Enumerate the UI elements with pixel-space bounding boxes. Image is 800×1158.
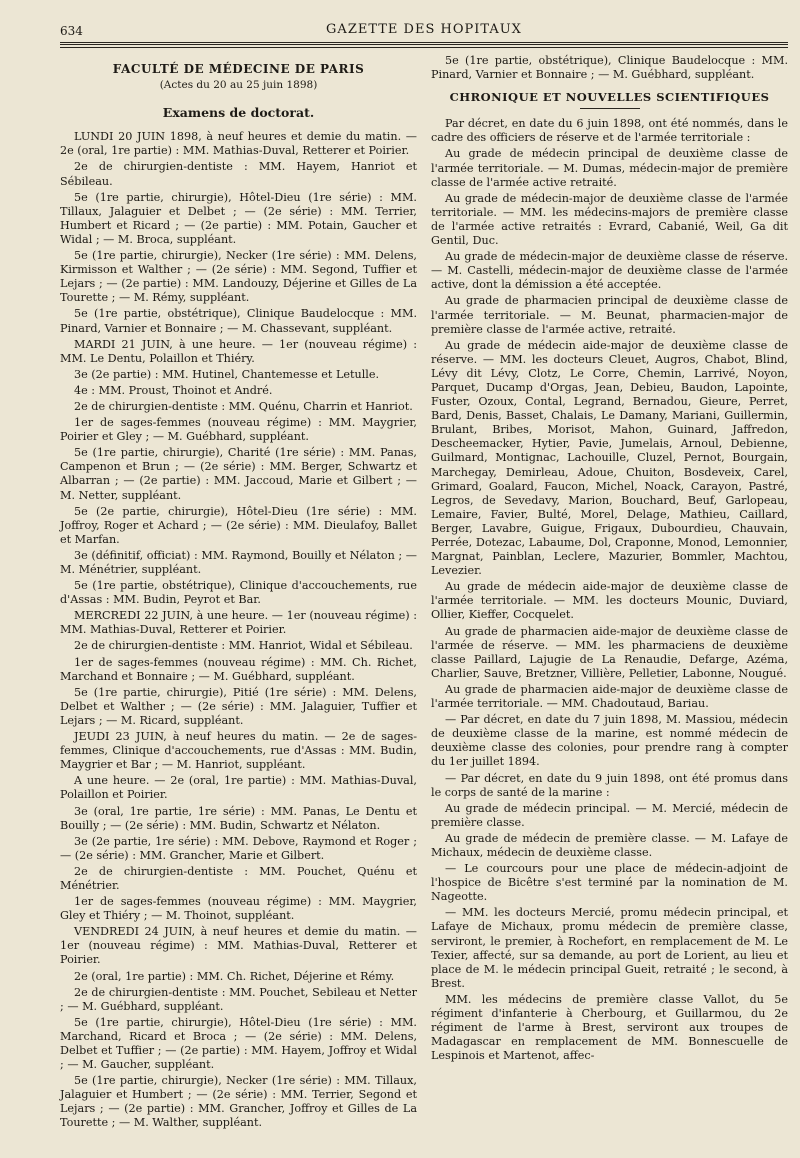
paragraph: 2e de chirurgien-dentiste : MM. Hayem, Hanriot et Sébileau. [60,160,417,188]
masthead: GAZETTE DES HOPITAUX [326,22,522,37]
paragraph: 5e (1re partie, chirurgie), Hôtel-Dieu (1re série) : MM. Marchand, Ricard et Broca ; — (2e série) : MM. Delens, Delbet et Tuffier ; — (2e partie) : MM. Hayem, Joffroy et Widal ; — M. Gaucher, suppléant. [60,1015,417,1072]
chronique-paragraphs [431,117,788,1063]
paragraph: 3e (oral, 1re partie, 1re série) : MM. Panas, Le Dentu et Bouilly ; — (2e série) : MM. Budin, Schwartz et Nélaton. [60,804,417,832]
paragraph: Au grade de pharmacien aide-major de deuxième classe de l'armée de réserve. — MM. les pharmaciens de deuxième classe Paillard, Lajugie de La Renaudie, Defarge, Azéma, Charlier, Sauve, Bretzner, Villière, Pelletier, Labonne, Nougué. [431,624,788,680]
chronique-heading: CHRONIQUE ET NOUVELLES SCIENTIFIQUES [449,90,770,105]
paragraph: Au grade de médecin principal de deuxième classe de l'armée territoriale. — M. Dumas, médecin-major de première classe de l'armée active retraité. [431,147,788,189]
paragraph: 5e (1re partie, chirurgie), Necker (1re série) : MM. Tillaux, Jalaguier et Humbert ; — (2e série) : MM. Terrier, Segond et Lejars ; — (2e partie) : MM. Grancher, Joffroy et Gilles de La Tourette ; — M. Walther, suppléant. [60,1074,417,1130]
exams-heading: Examens de doctorat. [162,105,315,121]
paragraph: 5e (1re partie, chirurgie), Necker (1re série) : MM. Delens, Kirmisson et Walther ; — (2e série) : MM. Segond, Tuffier et Lejars ; — (2e partie) : MM. Landouzy, Déjerine et Gilles de La Tourette ; — M. Rémy, suppléant. [60,249,417,305]
paragraph: Par décret, en date du 6 juin 1898, ont été nommés, dans le cadre des officiers de réserve et de l'armée territoriale : [431,117,788,145]
paragraph: JEUDI 23 JUIN, à neuf heures du matin. — 2e de sages-femmes, Clinique d'accouchements, rue d'Assas : MM. Budin, Maygrier et Bar ; — M. Hanriot, suppléant. [60,730,417,772]
paragraph: 1er de sages-femmes (nouveau régime) : MM. Maygrier, Gley et Thiéry ; — M. Thoinot, suppléant. [60,895,417,923]
paragraph: — MM. les docteurs Mercié, promu médecin principal, et Lafaye de Michaux, promu médecin de première classe, serviront, le premier, à Rochefort, en remplacement de M. Le Texier, affecté, sur sa demande, au port de Lorient, au lieu et place de M. le médecin principal Gueit, retraité ; le second, à Brest. [431,906,788,990]
paragraph: 3e (2e partie, 1re série) : MM. Debove, Raymond et Roger ; — (2e série) : MM. Grancher, Marie et Gilbert. [60,834,417,862]
paragraph: 2e de chirurgien-dentiste : MM. Hanriot, Widal et Sébileau. [74,639,413,653]
paragraph: Au grade de médecin principal. — M. Mercié, médecin de première classe. [431,801,788,829]
paragraph: 5e (1re partie, chirurgie), Pitié (1re série) : MM. Delens, Delbet et Walther ; — (2e série) : MM. Jalaguier, Tuffier et Lejars ; — M. Ricard, suppléant. [60,685,417,727]
header-rule [60,42,788,45]
paragraph: Au grade de médecin-major de deuxième classe de l'armée territoriale. — MM. les médecins-majors de première classe de l'armée active retraités : Evrard, Cabanié, Weil, Ga dit Gentil, Duc. [431,191,788,248]
continued-paragraph: 5e (1re partie, obstétrique), Clinique Baudelocque : MM. Pinard, Varnier et Bonnaire ; — M. Guébhard, suppléant. [431,54,788,82]
section-rule [580,108,640,109]
faculty-title: FACULTÉ DE MÉDECINE DE PARIS [112,62,365,76]
acts-subtitle: (Actes du 20 au 25 juin 1898) [159,79,318,92]
paragraph: Au grade de pharmacien aide-major de deuxième classe de l'armée territoriale. — MM. Chadoutaud, Bariau. [431,682,788,711]
paragraph: MERCREDI 22 JUIN, à une heure. — 1er (nouveau régime) : MM. Mathias-Duval, Retterer et Poirier. [60,609,417,637]
paragraph: 2e de chirurgien-dentiste : MM. Pouchet, Quénu et Ménétrier. [60,864,417,892]
paragraph: — Le courcours pour une place de médecin-adjoint de l'hospice de Bicêtre s'est terminé par la nomination de M. Nageotte. [431,862,788,904]
paragraph: 5e (1re partie, obstétrique), Clinique Baudelocque : MM. Pinard, Varnier et Bonnaire ; — M. Chassevant, suppléant. [60,307,417,335]
paragraph: Au grade de médecin de première classe. — M. Lafaye de Michaux, médecin de deuxième classe. [431,831,788,859]
right-column [431,54,788,1133]
paragraph: 2e (oral, 1re partie) : MM. Ch. Richet, Déjerine et Rémy. [74,969,395,983]
paragraph: Au grade de pharmacien principal de deuxième classe de l'armée territoriale. — M. Beunat, pharmacien-major de première classe de l'armée active, retraité. [431,294,788,336]
paragraph: 5e (1re partie, chirurgie), Charité (1re série) : MM. Panas, Campenon et Brun ; — (2e série) : MM. Berger, Schwartz et Albarran ; — (2e partie) : MM. Jaccoud, Marie et Gilbert ; — M. Netter, suppléant. [60,446,417,502]
exam-paragraphs [60,130,417,1130]
paragraph: 3e (2e partie) : MM. Hutinel, Chantemesse et Letulle. [74,367,380,381]
paragraph: 3e (définitif, officiat) : MM. Raymond, Bouilly et Nélaton ; — M. Ménétrier, suppléant. [60,548,417,576]
paragraph: Au grade de médecin-major de deuxième classe de réserve. — M. Castelli, médecin-major de deuxième classe de l'armée active, dont la démission a été acceptée. [431,250,788,292]
paragraph: 2e de chirurgien-dentiste : MM. Quénu, Charrin et Hanriot. [74,399,413,413]
paragraph: LUNDI 20 JUIN 1898, à neuf heures et demie du matin. — 2e (oral, 1re partie) : MM. Mathias-Duval, Retterer et Poirier. [60,130,417,158]
paragraph: VENDREDI 24 JUIN, à neuf heures et demie du matin. — 1er (nouveau régime) : MM. Mathias-Duval, Retterer et Poirier. [60,925,417,967]
paragraph: 5e (2e partie, chirurgie), Hôtel-Dieu (1re série) : MM. Joffroy, Roger et Achard ; — (2e série) : MM. Dieulafoy, Ballet et Marfan. [60,504,417,546]
paragraph: 5e (1re partie, obstétrique), Clinique d'accouchements, rue d'Assas : MM. Budin, Peyrot et Bar. [60,579,417,607]
columns [60,54,788,1133]
paragraph: 4e : MM. Proust, Thoinot et André. [74,383,273,397]
paragraph: Au grade de médecin aide-major de deuxième classe de réserve. — MM. les docteurs Cleuet, Augros, Chabot, Blind, Lévy dit Lévy, Clotz, Le Corre, Chemin, Larrivé, Noyon, Parquet, Ducamp d'Orgas, Jean, Debieu, Baudon, Lapointe, Fuster, Ozoux, Contal, Legrand, Bernadou, Gieure, Perret, Bard, Denis, Basset, Chalais, Le Damany, Mariani, Guillermin, Brulant, Bribes, Morisot, Mahon, Guinard, Jaffredon, Descheemacker, Hytier, Pavie, Jumelais, Arnoul, Debienne, Guilmard, Montignac, Lachouille, Cluzel, Pernot, Bourgain, Marchegay, Demirleau, Adoue, Chuiton, Bosdeveix, Carel, Grimard, Goalard, Faucon, Michel, Noack, Carayon, Pastré, Legros, de Sevedavy, Marion, Bouchard, Beuf, Garlopeau, Lemaire, Favier, Bulté, Morel, Delage, Mathieu, Caillard, Berger, Lavabre, Guigue, Frigaux, Dubourdieu, Chauvain, Perrée, Dotezac, Labaume, Dol, Craponne, Monod, Lemonnier, Margnat, Painblan, Leclere, Mazurier, Bommler, Machtou, Levezier. [431,338,788,578]
paragraph: — Par décret, en date du 7 juin 1898, M. Massiou, médecin de deuxième classe de la marine, est nommé médecin de deuxième classe des colonies, pour prendre rang à compter du 1er juillet 1894. [431,713,788,769]
paragraph: MARDI 21 JUIN, à une heure. — 1er (nouveau régime) : MM. Le Dentu, Polaillon et Thiéry. [60,337,417,365]
left-column [60,54,417,1133]
page-header [60,18,788,38]
paragraph: Au grade de médecin aide-major de deuxième classe de l'armée territoriale. — MM. les docteurs Mounic, Duviard, Ollier, Kieffer, Cocquelet. [431,580,788,622]
paragraph: 2e de chirurgien-dentiste : MM. Pouchet, Sebileau et Netter ; — M. Guébhard, suppléant. [60,985,417,1013]
page-number: 634 [60,24,83,38]
paragraph: A une heure. — 2e (oral, 1re partie) : MM. Mathias-Duval, Polaillon et Poirier. [60,774,417,802]
header-rule-thin [60,47,788,48]
paragraph: — Par décret, en date du 9 juin 1898, ont été promus dans le corps de santé de la marine : [431,771,788,799]
paragraph: 5e (1re partie, chirurgie), Hôtel-Dieu (1re série) : MM. Tillaux, Jalaguier et Delbet ; — (2e série) : MM. Terrier, Humbert et Ricard ; — (2e partie) : MM. Potain, Gaucher et Widal ; — M. Broca, suppléant. [60,190,417,246]
paragraph: 1er de sages-femmes (nouveau régime) : MM. Maygrier, Poirier et Gley ; — M. Guébhard, suppléant. [60,416,417,444]
paragraph: 1er de sages-femmes (nouveau régime) : MM. Ch. Richet, Marchand et Bonnaire ; — M. Guébhard, suppléant. [60,655,417,683]
paragraph: MM. les médecins de première classe Vallot, du 5e régiment d'infanterie à Cherbourg, et Guillarmou, du 2e régiment de l'arme à Brest, serviront aux troupes de Madagascar en remplacement de MM. Bonnescuelle de Lespinois et Martenot, affec- [431,992,788,1063]
